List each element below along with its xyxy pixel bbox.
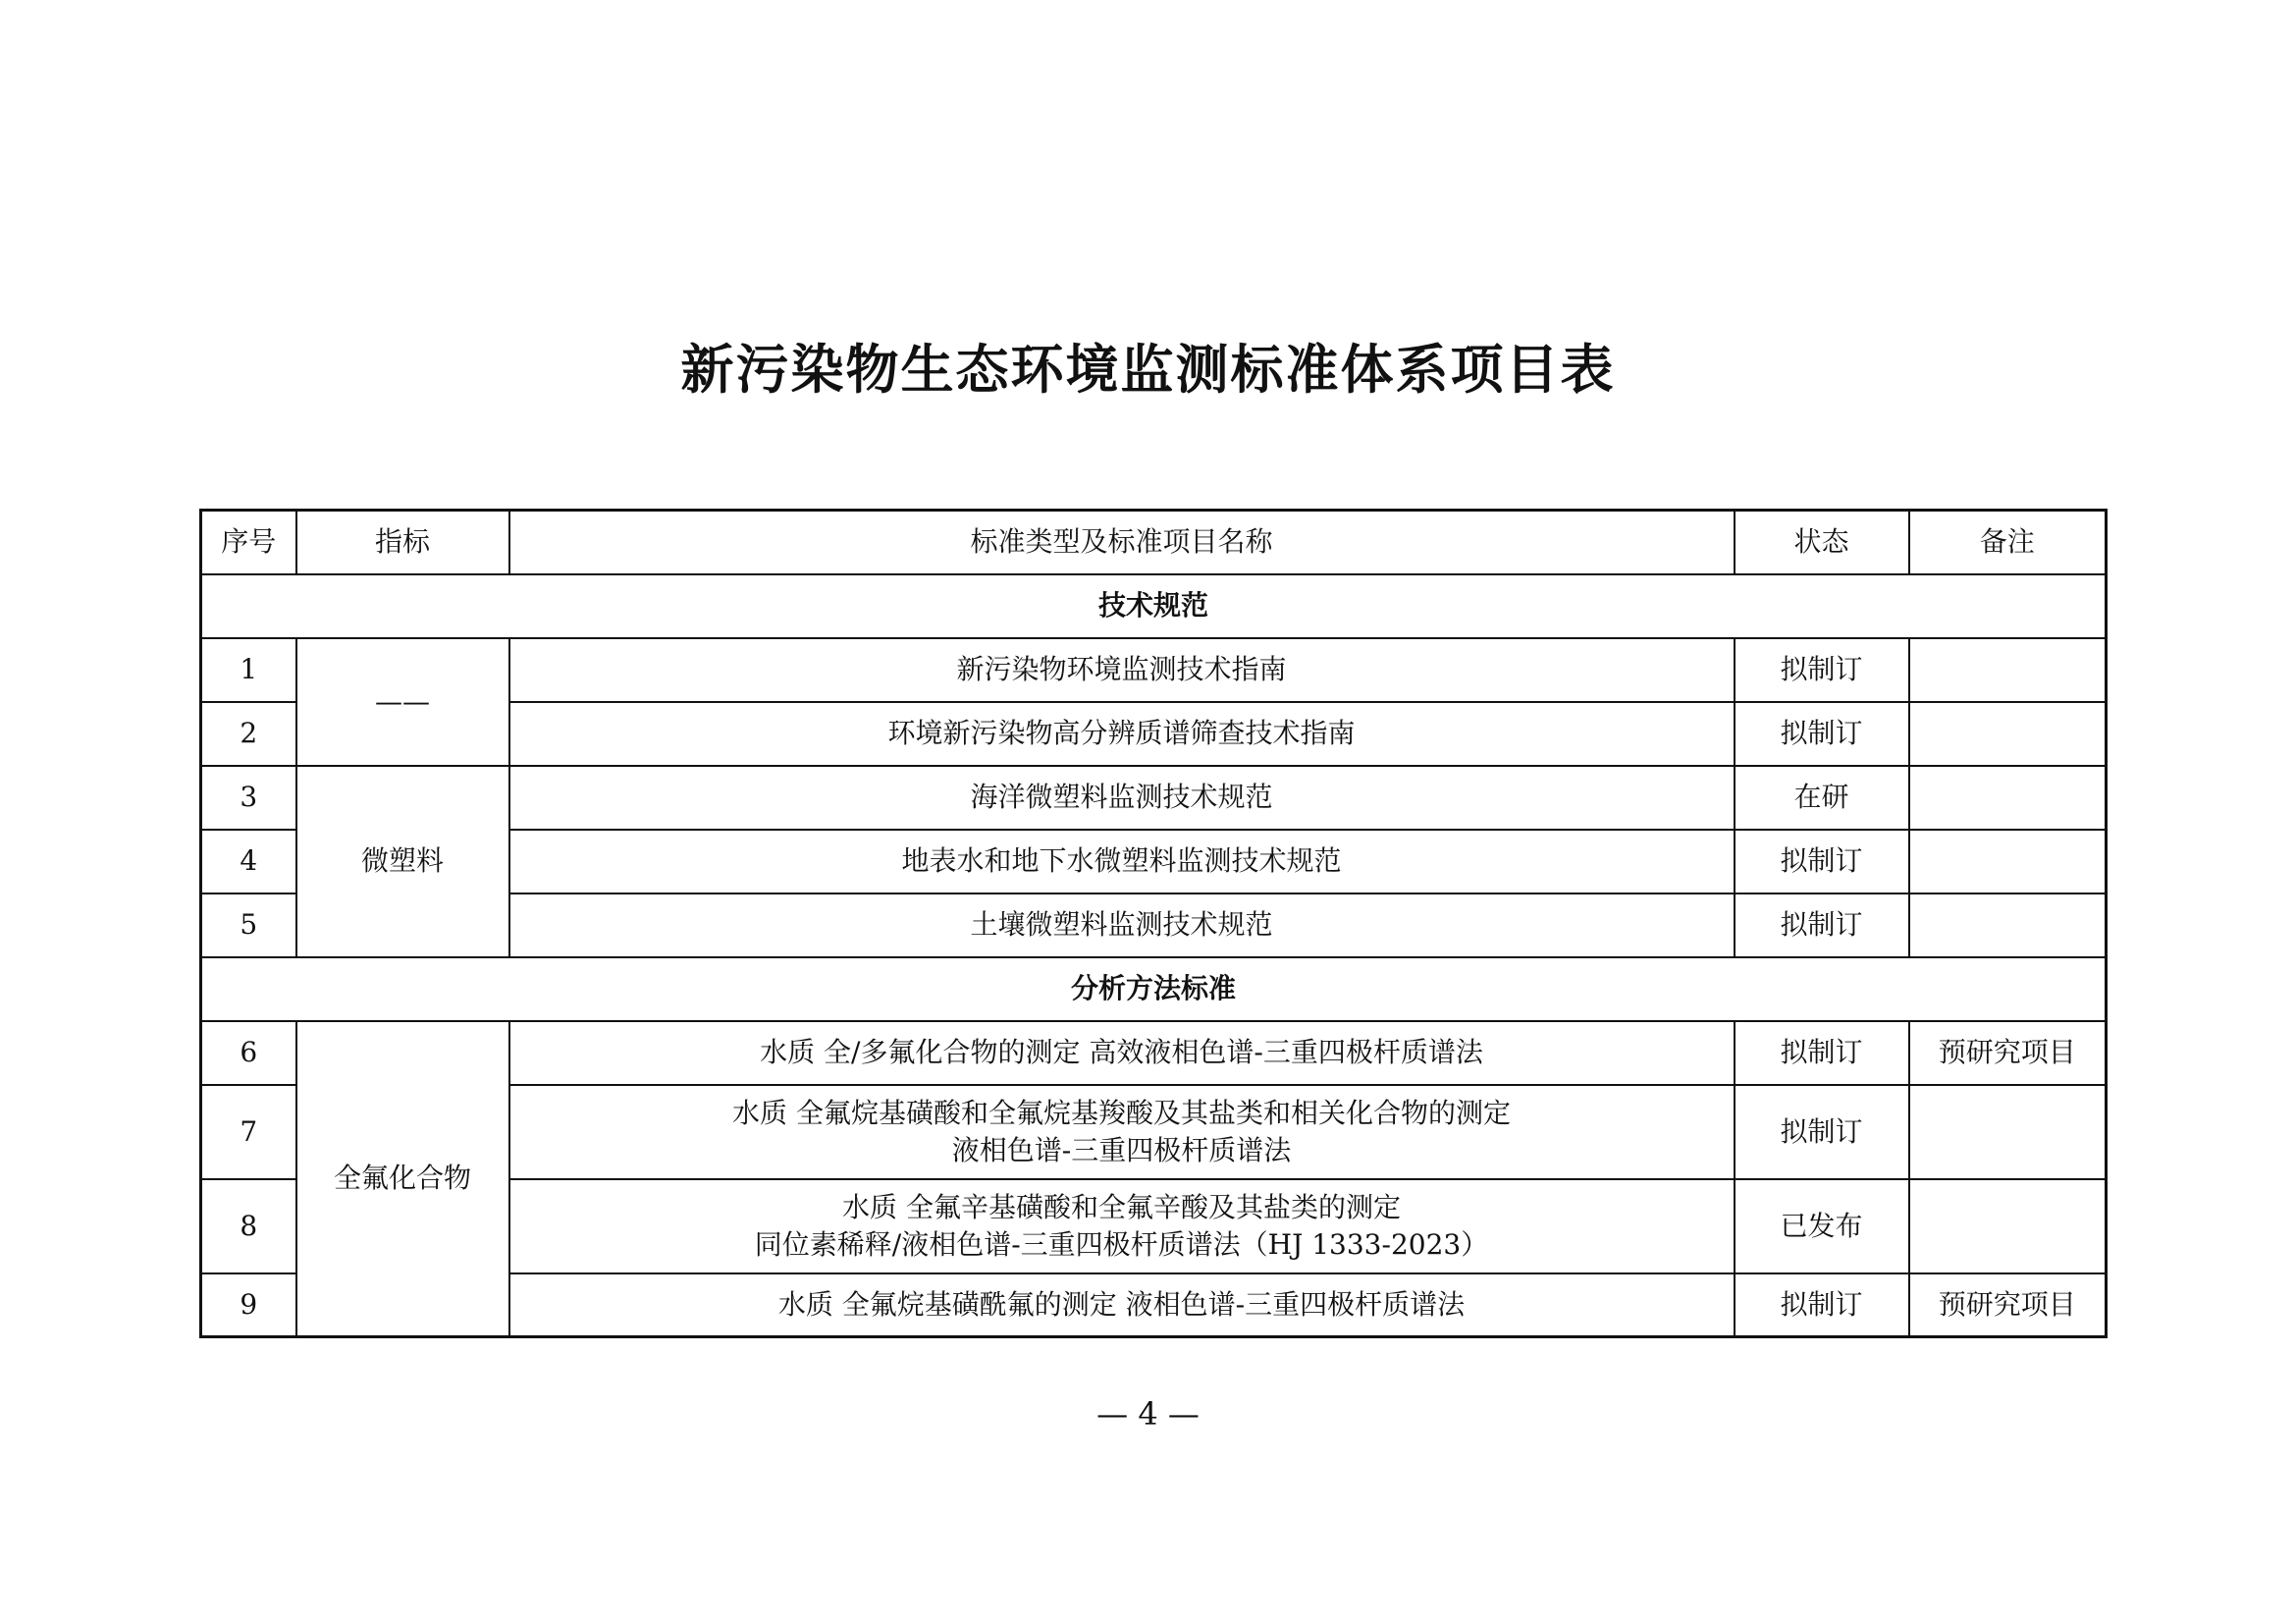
row-remark [1909, 702, 2107, 766]
row-remark [1909, 830, 2107, 893]
row-name-line: 同位素稀释/液相色谱-三重四极杆质谱法（HJ 1333-2023） [754, 1227, 1489, 1261]
row-status: 拟制订 [1735, 1021, 1909, 1085]
table-header-row [201, 511, 2107, 574]
row-seq: 5 [201, 893, 296, 957]
row-remark [1909, 893, 2107, 957]
row-name-line: 土壤微塑料监测技术规范 [970, 908, 1273, 941]
row-indicator: —— [296, 638, 509, 766]
row-remark [1909, 1085, 2107, 1179]
row-status: 拟制订 [1735, 1085, 1909, 1179]
header-remark: 备注 [1909, 511, 2107, 574]
row-name [509, 1085, 1735, 1179]
row-name [509, 1179, 1735, 1273]
row-remark [1909, 766, 2107, 830]
header-seq: 序号 [201, 511, 296, 574]
row-name [509, 638, 1735, 702]
row-seq: 7 [201, 1085, 296, 1179]
row-name-line: 环境新污染物高分辨质谱筛查技术指南 [887, 717, 1356, 749]
row-status: 已发布 [1735, 1179, 1909, 1273]
row-name-line: 海洋微塑料监测技术规范 [970, 781, 1273, 813]
row-status: 在研 [1735, 766, 1909, 830]
row-seq: 6 [201, 1021, 296, 1085]
table-row [201, 1021, 2107, 1085]
table-row [201, 766, 2107, 830]
row-name [509, 893, 1735, 957]
row-name-line: 液相色谱-三重四极杆质谱法 [951, 1133, 1292, 1166]
header-status: 状态 [1735, 511, 1909, 574]
header-name: 标准类型及标准项目名称 [509, 511, 1735, 574]
section-row [201, 957, 2107, 1021]
section-row [201, 574, 2107, 638]
row-status: 拟制订 [1735, 893, 1909, 957]
header-indicator: 指标 [296, 511, 509, 574]
row-seq: 3 [201, 766, 296, 830]
row-indicator: 全氟化合物 [296, 1021, 509, 1337]
row-name-line: 水质 全氟辛基磺酸和全氟辛酸及其盐类的测定 [842, 1190, 1401, 1223]
standards-table [199, 509, 2108, 1338]
row-seq: 9 [201, 1273, 296, 1337]
row-name-line: 新污染物环境监测技术指南 [956, 653, 1287, 685]
row-name [509, 830, 1735, 893]
row-seq: 1 [201, 638, 296, 702]
row-name-line: 地表水和地下水微塑料监测技术规范 [901, 844, 1342, 877]
row-status: 拟制订 [1735, 638, 1909, 702]
row-remark: 预研究项目 [1909, 1273, 2107, 1337]
row-indicator: 微塑料 [296, 766, 509, 957]
page-number: — 4 — [1096, 1395, 1200, 1433]
row-seq: 4 [201, 830, 296, 893]
row-name-line: 水质 全/多氟化合物的测定 高效液相色谱-三重四极杆质谱法 [760, 1036, 1483, 1068]
row-name [509, 1273, 1735, 1337]
row-name [509, 766, 1735, 830]
row-name [509, 702, 1735, 766]
row-remark: 预研究项目 [1909, 1021, 2107, 1085]
page-title: 新污染物生态环境监测标准体系项目表 [680, 338, 1616, 401]
row-status: 拟制订 [1735, 702, 1909, 766]
row-seq: 8 [201, 1179, 296, 1273]
row-name-line: 水质 全氟烷基磺酰氟的测定 液相色谱-三重四极杆质谱法 [777, 1287, 1466, 1321]
table-row [201, 638, 2107, 702]
row-seq: 2 [201, 702, 296, 766]
row-name [509, 1021, 1735, 1085]
row-name-line: 水质 全氟烷基磺酸和全氟烷基羧酸及其盐类和相关化合物的测定 [732, 1096, 1511, 1129]
section-label: 分析方法标准 [201, 957, 2107, 1021]
section-label: 技术规范 [201, 574, 2107, 638]
row-remark [1909, 1179, 2107, 1273]
row-remark [1909, 638, 2107, 702]
row-status: 拟制订 [1735, 830, 1909, 893]
row-status: 拟制订 [1735, 1273, 1909, 1337]
